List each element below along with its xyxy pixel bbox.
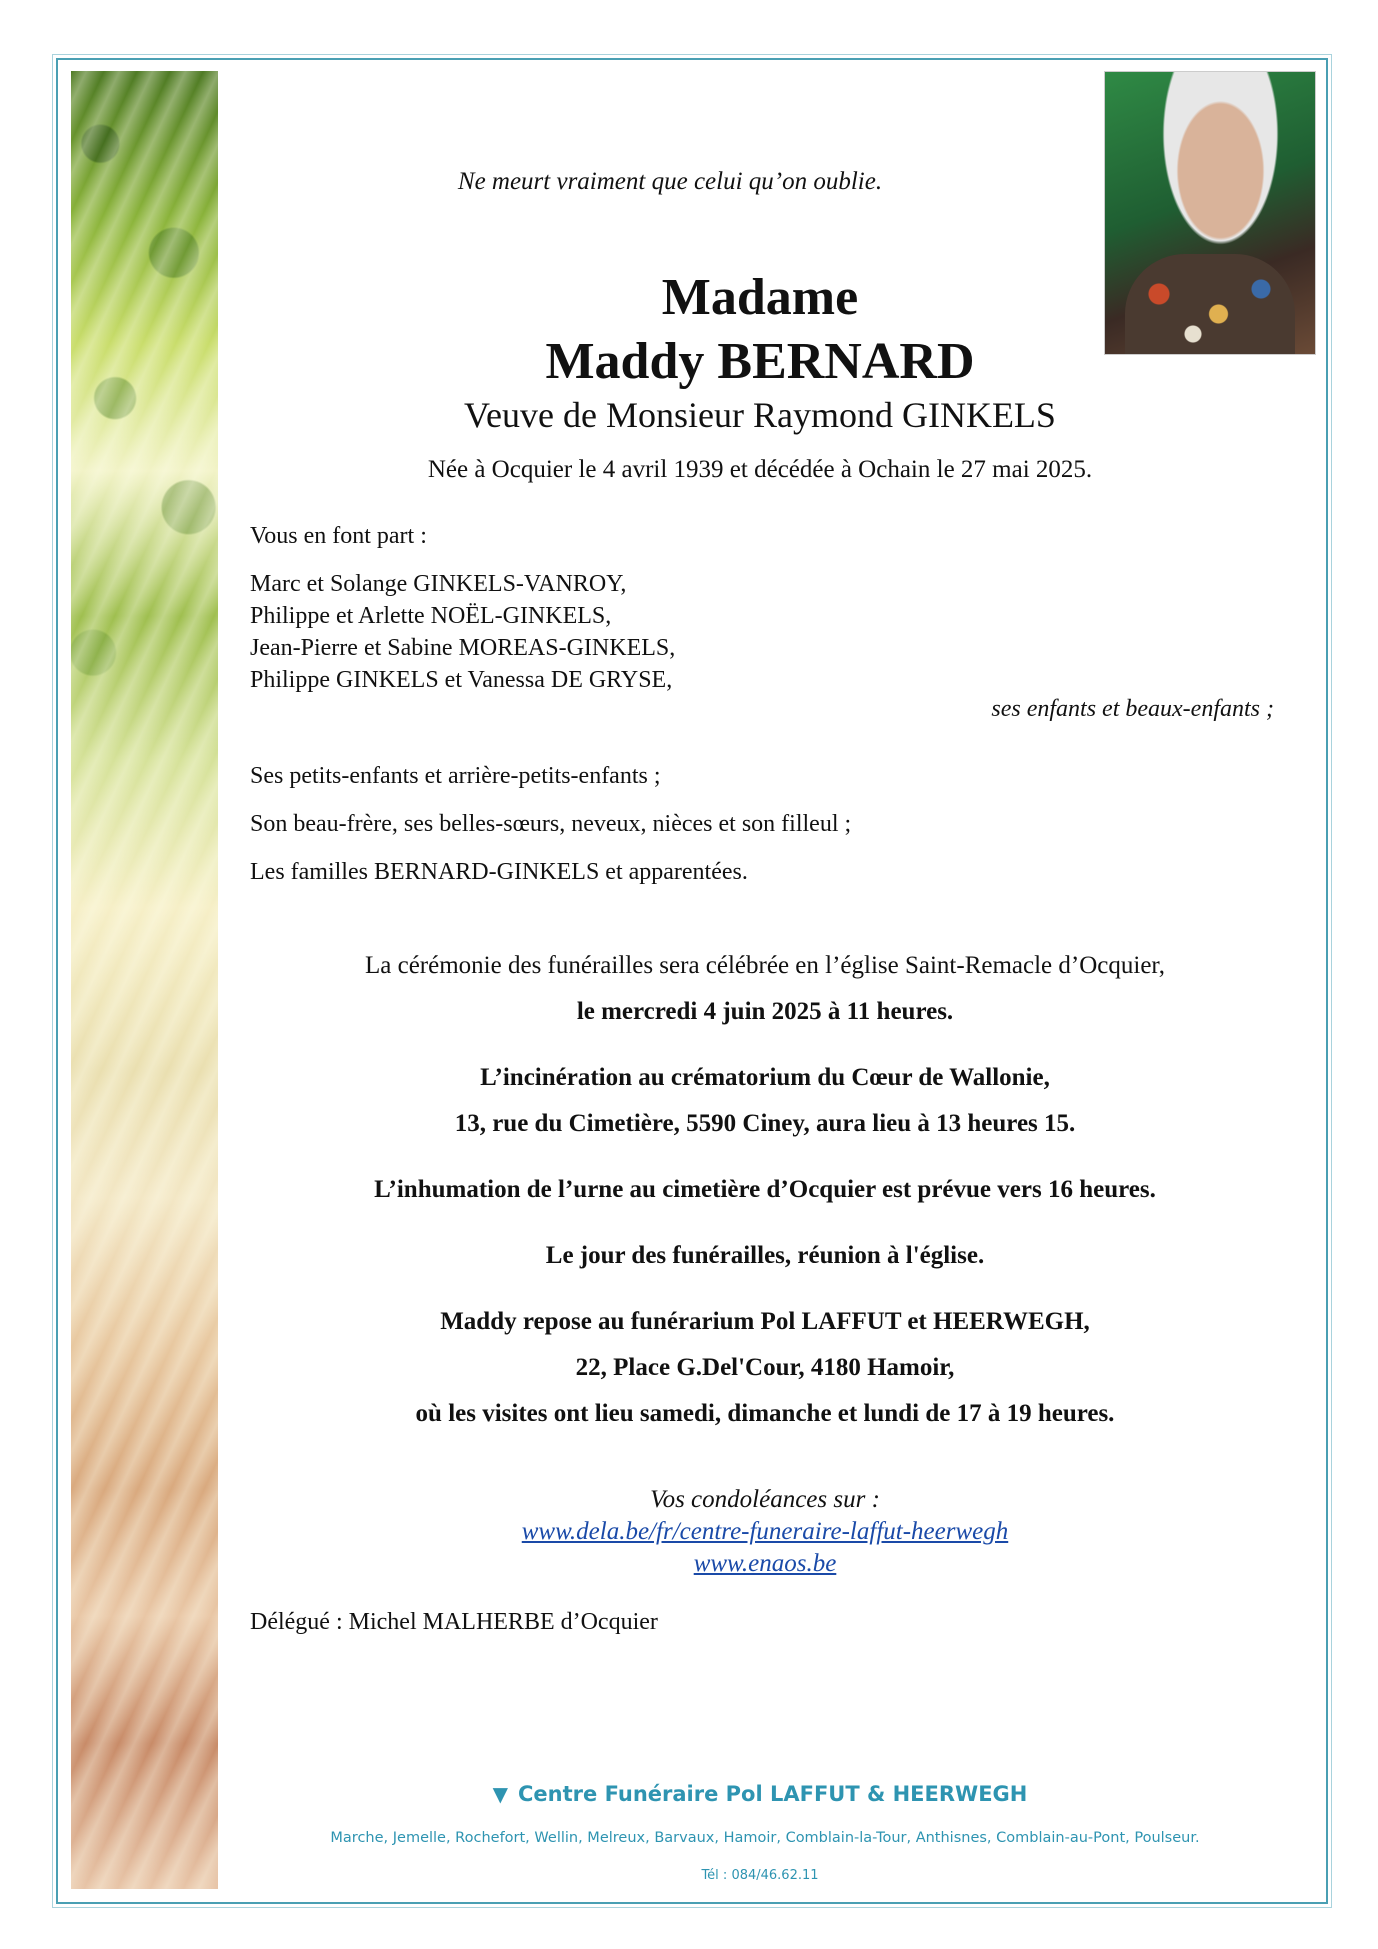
visiting-hours: où les visites ont lieu samedi, dimanche et lundi de 17 à 19 heures. [415,1400,1115,1427]
cremation-address: 13, rue du Cimetière, 5590 Ciney, aura lieu à 13 heures 15. [454,1110,1076,1137]
funerarium-line: Maddy repose au funérarium Pol LAFFUT et HEERWEGH, [440,1308,1090,1335]
epigraph: Ne meurt vraiment que celui qu’on oublie. [457,168,883,195]
widow-line: Veuve de Monsieur Raymond GINKELS [464,395,1056,435]
family-line: Ses petits-enfants et arrière-petits-enfants ; [250,763,661,789]
funeral-home-phone: Tél : 084/46.62.11 [701,1868,819,1883]
burial-info: L’inhumation de l’urne au cimetière d’Ocquier est prévue vers 16 heures. [374,1176,1156,1203]
ceremony-location: La cérémonie des funérailles sera célébrée en l’église Saint-Remacle d’Ocquier, [365,952,1165,979]
condolences-link-enaos[interactable]: www.enaos.be [693,1550,837,1577]
children-line: Jean-Pierre et Sabine MOREAS-GINKELS, [250,635,676,661]
children-note: ses enfants et beaux-enfants ; [991,696,1274,722]
condolences-link-dela[interactable]: www.dela.be/fr/centre-funeraire-laffut-heerwegh [521,1518,1009,1545]
triangle-down-icon: ▼ [492,1782,509,1806]
children-line: Philippe GINKELS et Vanessa DE GRYSE, [250,667,673,693]
condolences-label: Vos condoléances sur : [650,1486,880,1513]
announce-intro: Vous en font part : [250,523,427,549]
birth-death-dates: Née à Ocquier le 4 avril 1939 et décédée à Ochain le 27 mai 2025. [427,456,1093,483]
ceremony-datetime: le mercredi 4 juin 2025 à 11 heures. [576,998,954,1025]
meeting-info: Le jour des funérailles, réunion à l'église. [545,1242,985,1269]
children-line: Marc et Solange GINKELS-VANROY, [250,571,627,597]
family-line: Son beau-frère, ses belles-sœurs, neveux, nièces et son filleul ; [250,811,852,837]
funeral-home-cities: Marche, Jemelle, Rochefort, Wellin, Melreux, Barvaux, Hamoir, Comblain-la-Tour, Anthisnes, Comblain-au-Pont, Poulseur. [330,1830,1200,1846]
family-line: Les familles BERNARD-GINKELS et apparentées. [250,859,748,885]
forest-sidebar-image [71,71,218,1889]
funerarium-address: 22, Place G.Del'Cour, 4180 Hamoir, [575,1354,955,1381]
honorific-title: Madame [661,269,859,326]
cremation-place: L’incinération au crématorium du Cœur de Wallonie, [480,1064,1050,1091]
delegate-line: Délégué : Michel MALHERBE d’Ocquier [250,1609,658,1635]
funeral-home-name: ▼ Centre Funéraire Pol LAFFUT & HEERWEGH [492,1782,1028,1806]
deceased-name: Maddy BERNARD [545,333,975,390]
children-line: Philippe et Arlette NOËL-GINKELS, [250,603,612,629]
